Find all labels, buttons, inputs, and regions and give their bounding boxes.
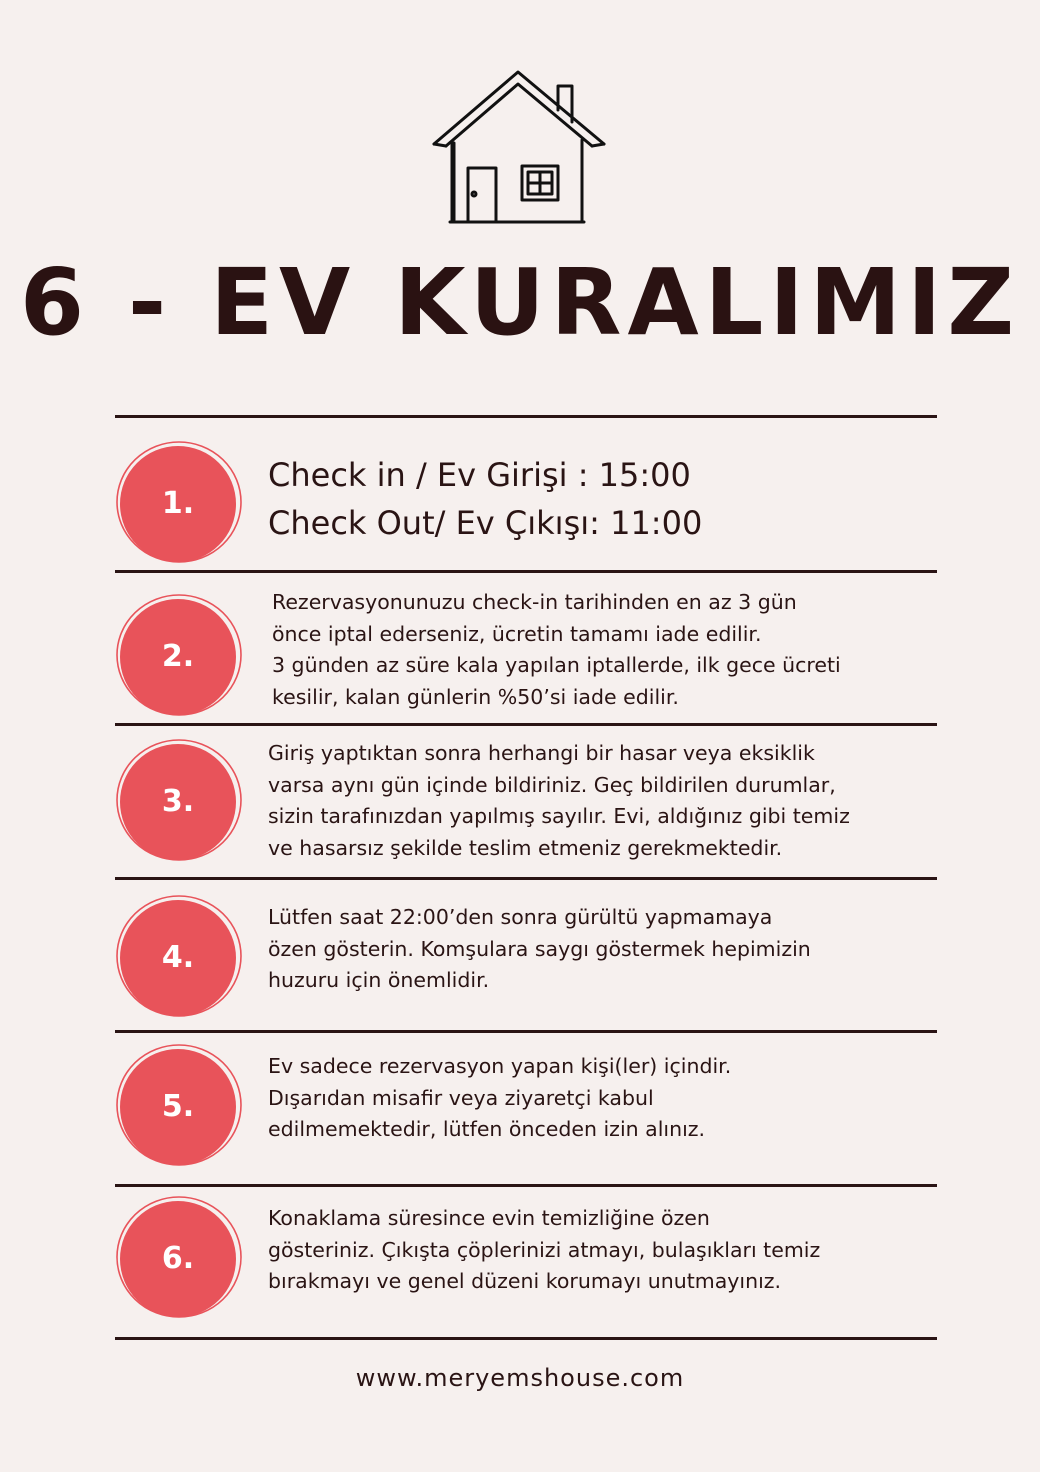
badge-number: 4. — [161, 940, 195, 975]
divider — [115, 723, 937, 726]
divider — [115, 1184, 937, 1187]
rule-line: Lütfen saat 22:00’den sonra gürültü yapmamaya — [268, 905, 773, 929]
rule-line: edilmemektedir, lütfen önceden izin alınız. — [268, 1117, 706, 1141]
rule-line: Rezervasyonunuzu check-in tarihinden en az 3 gün — [272, 590, 797, 614]
rule-line: 3 günden az süre kala yapılan iptallerde, ilk gece ücreti — [272, 653, 841, 677]
rule-line: varsa aynı gün içinde bildiriniz. Geç bildirilen durumlar, — [268, 772, 836, 797]
number-badge — [112, 892, 244, 1024]
divider — [115, 1337, 937, 1340]
rule-line: Check Out/ Ev Çıkışı: 11:00 — [268, 504, 703, 542]
rule-line: özen gösterin. Komşulara saygı göstermek hepimizin — [268, 936, 811, 961]
rule-text — [268, 451, 948, 547]
badge-number: 3. — [161, 784, 195, 819]
rule-line: gösteriniz. Çıkışta çöplerinizi atmayı, bulaşıkları temiz — [268, 1237, 821, 1262]
badge-number: 5. — [161, 1089, 195, 1124]
rule-line: Konaklama süresince evin temizliğine özen — [268, 1206, 710, 1230]
divider — [115, 415, 937, 418]
divider — [115, 877, 937, 880]
badge-number: 1. — [161, 486, 195, 521]
rule-line: Giriş yaptıktan sonra herhangi bir hasar veya eksiklik — [268, 741, 815, 765]
website-url: www.meryemshouse.com — [355, 1364, 685, 1392]
rule-text — [272, 587, 952, 713]
rule-line: sizin tarafınızdan yapılmış sayılır. Evi, aldığınız gibi temiz — [268, 804, 850, 828]
badge-number: 2. — [161, 639, 195, 674]
number-badge — [112, 591, 244, 723]
number-badge — [112, 438, 244, 570]
rule-line: ve hasarsız şekilde teslim etmeniz gerekmektedir. — [268, 835, 783, 860]
rule-text — [268, 1203, 948, 1298]
rule-line: huzuru için önemlidir. — [268, 968, 490, 992]
rule-line: Dışarıdan misafir veya ziyaretçi kabul — [268, 1085, 654, 1110]
badge-number: 6. — [161, 1241, 195, 1276]
rule-text — [268, 1051, 948, 1146]
house-icon — [430, 64, 610, 234]
divider — [115, 570, 937, 573]
rule-text — [268, 738, 948, 864]
rule-line: kesilir, kalan günlerin %50’si iade edilir. — [272, 684, 679, 709]
page-title: 6 - EV KURALIMIZ — [19, 249, 1021, 356]
rule-line: Check in / Ev Girişi : 15:00 — [268, 456, 691, 494]
rule-text — [268, 902, 948, 997]
number-badge — [112, 736, 244, 868]
rule-line: bırakmayı ve genel düzeni korumayı unutmayınız. — [268, 1269, 782, 1293]
divider — [115, 1030, 937, 1033]
number-badge — [112, 1193, 244, 1325]
number-badge — [112, 1041, 244, 1173]
rule-line: önce iptal ederseniz, ücretin tamamı iade edilir. — [272, 621, 762, 646]
rule-line: Ev sadece rezervasyon yapan kişi(ler) içindir. — [268, 1054, 732, 1078]
